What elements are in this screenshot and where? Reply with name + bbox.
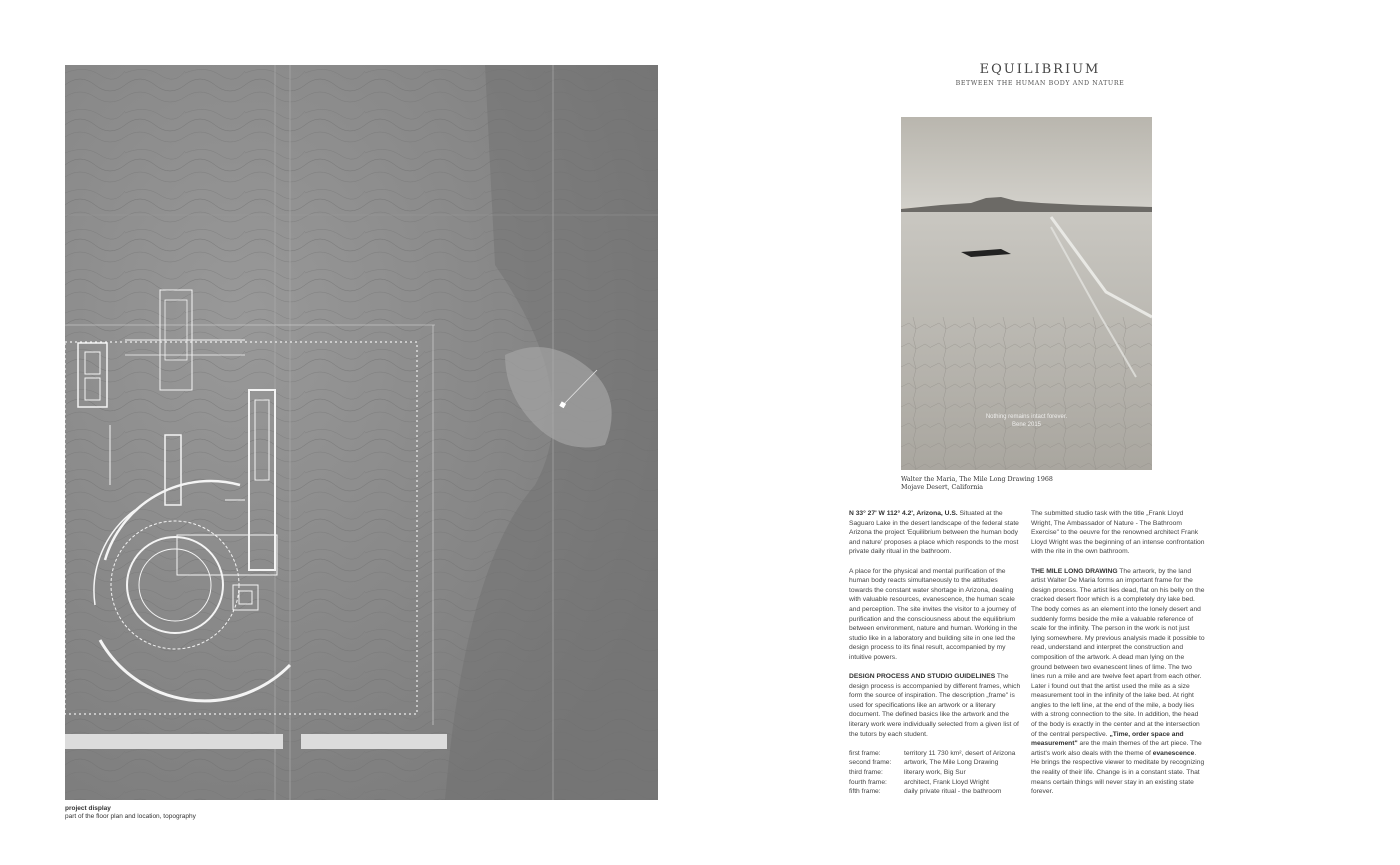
text-column-2 xyxy=(1031,509,1205,806)
photo-quote xyxy=(901,413,1152,429)
paragraph-design-process xyxy=(849,672,1022,739)
photo-caption-title: Walter the Maria, The Mile Long Drawing 1968 xyxy=(901,476,1053,483)
photo-quote-line: Nothing remains intact forever. xyxy=(985,414,1068,420)
closing-text: . He brings the respective viewer to meditate by recognizing the reality of their life. Change is in a constant state. That means certain things will never stay in an existing state forever. xyxy=(1031,749,1205,796)
text-column-1 xyxy=(849,509,1022,797)
frame-label: first frame: xyxy=(849,749,881,757)
frame-label: fifth frame: xyxy=(849,788,881,796)
evanescence-bold: evanescence xyxy=(1152,749,1195,757)
figure-caption-title: project display xyxy=(65,805,111,812)
desert-photo xyxy=(901,117,1152,470)
site-plan-image xyxy=(65,65,658,800)
photo-caption xyxy=(901,476,1053,492)
page-subtitle: BETWEEN THE HUMAN BODY AND NATURE xyxy=(955,80,1125,87)
frame-label: second frame: xyxy=(849,759,892,767)
paragraph-mile-long-drawing xyxy=(1031,567,1205,797)
photo-quote-author: Bene 2015 xyxy=(1011,422,1042,428)
frames-list xyxy=(849,749,1022,797)
design-process-heading: DESIGN PROCESS AND STUDIO GUIDELINES xyxy=(849,673,996,681)
frame-label: third frame: xyxy=(849,769,883,777)
page-title: EQUILIBRIUM xyxy=(979,62,1101,77)
location-heading: N 33° 27' W 112° 4.2', Arizona, U.S. xyxy=(849,510,958,517)
mile-long-drawing-text: The artwork, by the land artist Walter De Maria forms an important frame for the design process. The artist lies dead, flat on his belly on the cracked desert floor which is a completely dry lake bed. The body comes as an element into the lonely desert and suddenly forms beside the mile a valuable reference of scale for the infinity. The person in the work is not just lying somewhere. My previous analysis made it possible to read, understand and interpret the construction and composition of the artwork. A dead man lying on the ground between two evanescent lines of lime. The two lines run a mile and are twelve feet apart from each other. Later i found out that the artist used the mile as a size measurement tool in the infinity of the lake bed. At right angles to the left line, at the end of the mile, a body lies with a strong connection to the site. In addition, the head of the body is exactly in the center and at the intersection of the central perspective. xyxy=(1031,567,1205,738)
figure-caption xyxy=(65,805,196,821)
frame-label: fourth frame: xyxy=(849,778,887,786)
paragraph-location xyxy=(849,509,1022,557)
frame-value: daily private ritual - the bathroom xyxy=(904,788,1002,796)
paragraph-purification: A place for the physical and mental purification of the human body reacts simultaneously to the attitudes towards the constant water shortage in Arizona, dealing with valuable resources, evanescence, the human scale and perception. The site invites the visitor to a journey of purification and the consciousness about the equilibrium between environment, nature and human. Working in the studio like in a laboratory and building site in one led the design process to its final result, accompanied by my intuitive powers. xyxy=(849,567,1018,661)
themes-bold: „Time, order space and measurement" xyxy=(1031,730,1184,748)
frame-value: territory 11 730 km², desert of Arizona xyxy=(904,749,1016,757)
frame-value: architect, Frank Lloyd Wright xyxy=(904,778,989,786)
frame-value: literary work, Big Sur xyxy=(904,769,966,777)
paragraph-studio-task: The submitted studio task with the title „Frank Lloyd Wright, The Ambassador of Nature - The Bathroom Exercise" to the oeuvre for the renowned architect Frank Lloyd Wright was the beginning of an intense confrontation with the rite in the own bathroom. xyxy=(1031,510,1205,556)
photo-caption-location: Mojave Desert, California xyxy=(901,484,984,491)
themes-text: are the main themes of the art piece. The artist's work also deals with the theme of xyxy=(1031,740,1202,757)
figure-caption-subtitle: part of the floor plan and location, topography xyxy=(65,813,196,820)
design-process-text: The design process is accompanied by different frames, which form the source of inspiration. The description „frame" is used for specifications like an artwork or a literary document. The defined basics like the artwork and the literary work were individually selected from a given list of the tutors by each student. xyxy=(849,673,1021,738)
location-text: Situated at the Saguaro Lake in the desert landscape of the federal state Arizona the project 'Equilibrium between the human body and nature' proposes a place which responds to the most private daily ritual in the bathroom. xyxy=(849,510,1019,556)
mile-long-drawing-heading: THE MILE LONG DRAWING xyxy=(1031,567,1118,575)
frame-value: artwork, The Mile Long Drawing xyxy=(904,759,999,767)
